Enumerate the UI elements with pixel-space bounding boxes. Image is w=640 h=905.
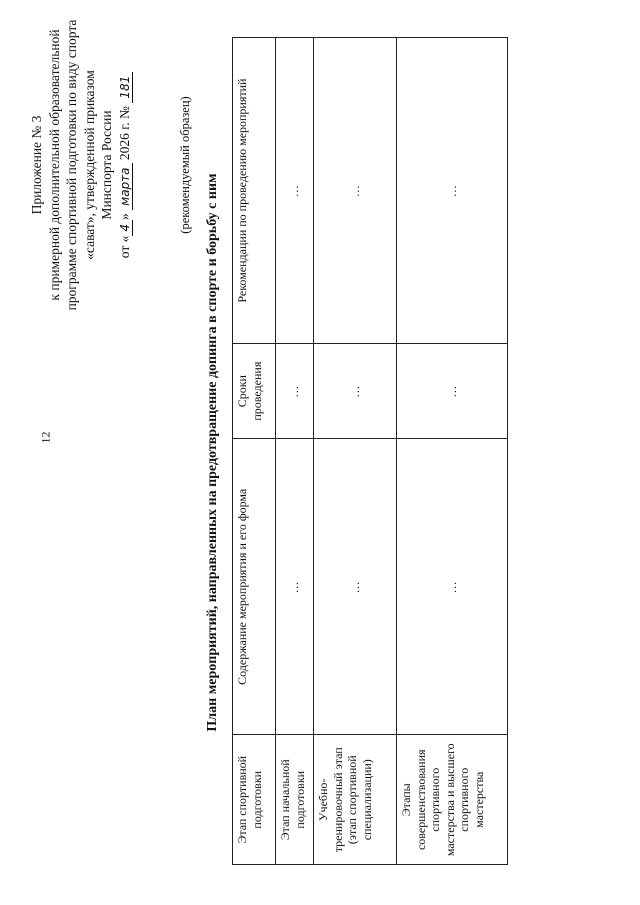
appendix-line-5: Минспорта России bbox=[99, 110, 114, 220]
date-prefix: от « bbox=[116, 235, 132, 259]
cell-stage: Этап начальной подготовки bbox=[276, 735, 314, 865]
date-day: 4 bbox=[118, 220, 133, 236]
order-number: 181 bbox=[118, 72, 133, 103]
document-title: План мероприятий, направленных на предотвращение допинга в спорте и борьбу с ним bbox=[205, 173, 220, 732]
appendix-date-line bbox=[116, 0, 135, 330]
table-header-row bbox=[233, 38, 276, 865]
cell-dates: … bbox=[276, 344, 314, 439]
appendix-line-4: «сават», утвержденной приказом bbox=[81, 70, 97, 260]
table-row bbox=[314, 38, 397, 865]
sample-note: (рекомендуемый образец) bbox=[178, 96, 192, 234]
cell-dates: … bbox=[314, 344, 397, 439]
date-month: марта bbox=[118, 163, 133, 209]
cell-stage: Этапы совершенствования спортивного мастерства и высшего спортивного мастерства bbox=[397, 735, 508, 865]
appendix-line-2: к примерной дополнительной образовательной bbox=[46, 29, 62, 301]
cell-recommendations: … bbox=[314, 38, 397, 344]
cell-stage: Учебно-тренировочный этап (этап спортивной специализации) bbox=[314, 735, 397, 865]
cell-dates: … bbox=[397, 344, 508, 439]
page-number: 12 bbox=[38, 431, 53, 444]
table-row bbox=[397, 38, 508, 865]
cell-recommendations: … bbox=[397, 38, 508, 344]
header-stage: Этап спортивной подготовки bbox=[233, 735, 276, 865]
appendix-line-3: программе спортивной подготовки по виду спорта bbox=[64, 19, 79, 311]
header-content: Содержание мероприятия и его форма bbox=[233, 439, 276, 735]
appendix-number: Приложение № 3 bbox=[29, 115, 44, 215]
cell-content: … bbox=[276, 439, 314, 735]
header-dates: Сроки проведения bbox=[233, 344, 276, 439]
cell-content: … bbox=[397, 439, 508, 735]
appendix-header bbox=[28, 0, 134, 330]
cell-content: … bbox=[314, 439, 397, 735]
cell-recommendations: … bbox=[276, 38, 314, 344]
table-row bbox=[276, 38, 314, 865]
header-recommendations: Рекомендации по проведению мероприятий bbox=[233, 38, 276, 344]
date-year: 2026 г. № bbox=[116, 106, 132, 161]
plan-table bbox=[232, 37, 508, 865]
date-mid: » bbox=[116, 213, 132, 220]
